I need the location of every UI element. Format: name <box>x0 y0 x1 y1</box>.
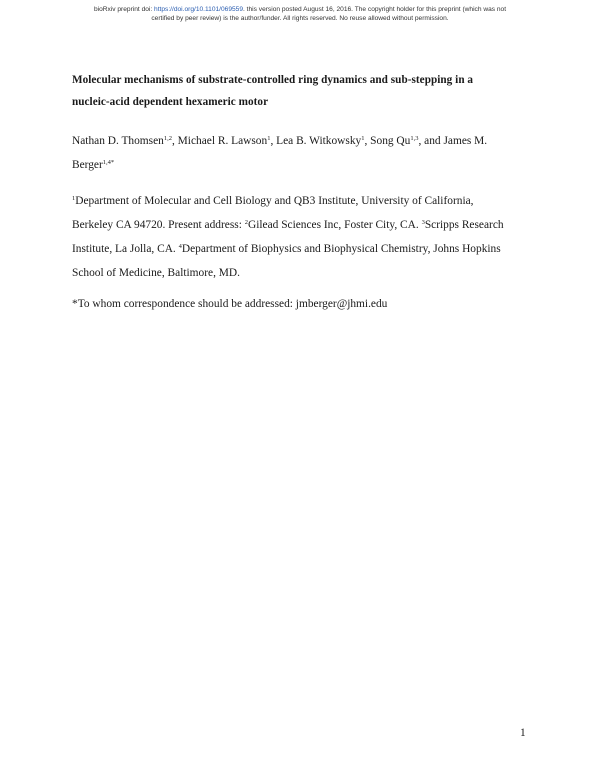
paper-title-line-2: nucleic-acid dependent hexameric motor <box>72 96 269 108</box>
author-affiliation-sup: 1,4* <box>102 159 115 166</box>
affiliation-sup: 2 <box>244 219 248 226</box>
author-name: Nathan D. Thomsen <box>72 135 164 147</box>
affiliation-line-1 <box>72 190 542 214</box>
author-name: Berger <box>72 159 103 171</box>
author-name: , Song Qu <box>364 135 411 147</box>
author-affiliation-sup: 1 <box>267 135 271 142</box>
affiliation-text: Institute, La Jolla, CA. <box>72 243 179 255</box>
doi-link[interactable]: https://doi.org/10.1101/069559 <box>154 6 244 13</box>
affiliation-text: Gilead Sciences Inc, Foster City, CA. <box>247 219 422 231</box>
preprint-header-line-2: certified by peer review) is the author/funder. All rights reserved. No reuse allowed without permission. <box>151 15 449 22</box>
affiliation-sup: 4 <box>178 243 182 250</box>
affiliation-text: Department of Molecular and Cell Biology and QB3 Institute, University of California, <box>75 195 474 207</box>
author-affiliation-sup: 1,3 <box>410 135 419 142</box>
preprint-prefix: bioRxiv preprint doi: <box>93 6 155 13</box>
affiliation-text: Department of Biophysics and Biophysical Chemistry, Johns Hopkins <box>181 243 501 255</box>
affiliation-line-2 <box>72 214 542 238</box>
preprint-header <box>30 5 570 23</box>
author-affiliation-sup: 1 <box>361 135 365 142</box>
author-name: , Lea B. Witkowsky <box>270 135 362 147</box>
page-number: 1 <box>520 727 526 739</box>
affiliation-sup: 1 <box>72 195 76 202</box>
author-name: , and James M. <box>418 135 488 147</box>
author-line-1 <box>72 130 542 154</box>
preprint-header-line-1 <box>30 5 570 14</box>
paper-title-line-1: Molecular mechanisms of substrate-controlled ring dynamics and sub-stepping in a <box>72 74 474 86</box>
author-name: , Michael R. Lawson <box>171 135 268 147</box>
affiliation-text: Berkeley CA 94720. Present address: <box>72 219 245 231</box>
affiliations <box>72 190 542 284</box>
author-list <box>72 130 542 178</box>
author-affiliation-sup: 1,2 <box>163 135 172 142</box>
affiliation-line-4: School of Medicine, Baltimore, MD. <box>72 267 240 279</box>
affiliation-line-3 <box>72 238 542 262</box>
affiliation-sup: 3 <box>421 219 425 226</box>
paper-title <box>72 69 542 113</box>
correspondence-note: *To whom correspondence should be addressed: jmberger@jhmi.edu <box>72 298 388 310</box>
affiliation-text: Scripps Research <box>424 219 504 231</box>
author-line-2 <box>72 154 542 178</box>
preprint-suffix: . this version posted August 16, 2016. The copyright holder for this preprint (which was not <box>243 6 507 13</box>
